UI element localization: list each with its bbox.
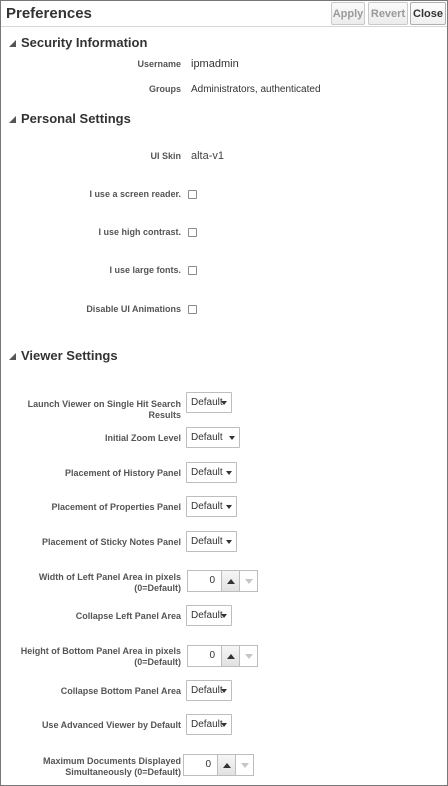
chevron-down-icon [221,401,227,405]
collapse-bottom-select[interactable] [186,680,232,701]
collapse-left-label: Collapse Left Panel Area [75,611,181,621]
revert-button[interactable]: Revert [368,2,408,25]
chevron-down-icon [229,436,235,440]
apply-button[interactable]: Apply [331,2,365,25]
initial-zoom-selected: Default [191,432,223,443]
section-viewer-header[interactable] [9,348,118,363]
collapse-triangle-icon[interactable] [9,116,16,123]
left-width-stepper[interactable] [187,570,259,592]
chevron-down-icon [241,763,249,768]
collapse-triangle-icon[interactable] [9,353,16,360]
increment-button[interactable] [222,570,240,592]
collapse-left-selected: Default [191,610,223,621]
max-docs-stepper[interactable] [183,754,255,776]
left-width-label-line2: (0=Default) [134,583,181,593]
advanced-viewer-select[interactable] [186,714,232,735]
bottom-height-label [21,646,181,668]
max-docs-label [43,756,181,778]
ui-skin-label: UI Skin [150,151,181,161]
collapse-triangle-icon[interactable] [9,40,16,47]
close-button[interactable]: Close [410,2,446,25]
section-personal-header[interactable] [9,111,131,126]
collapse-left-select[interactable] [186,605,232,626]
chevron-down-icon [245,654,253,659]
groups-label: Groups [148,84,181,94]
decrement-button[interactable] [240,645,258,667]
screen-reader-checkbox[interactable] [188,190,197,199]
collapse-bottom-selected: Default [191,685,223,696]
section-title-viewer: Viewer Settings [21,348,118,363]
disable-animations-label: Disable UI Animations [86,304,181,314]
large-fonts-checkbox[interactable] [188,266,197,275]
decrement-button[interactable] [240,570,258,592]
bottom-height-label-line2: (0=Default) [134,657,181,667]
dialog-header [1,1,447,27]
properties-panel-selected: Default [191,501,223,512]
max-docs-label-line2: Simultaneously (0=Default) [65,767,181,777]
properties-panel-label: Placement of Properties Panel [51,502,181,512]
page-title: Preferences [6,5,92,22]
chevron-down-icon [221,689,227,693]
left-width-input[interactable]: 0 [187,570,222,592]
chevron-down-icon [226,540,232,544]
increment-button[interactable] [222,645,240,667]
properties-panel-select[interactable] [186,496,237,517]
chevron-down-icon [226,505,232,509]
max-docs-label-line1: Maximum Documents Displayed [42,756,181,766]
bottom-height-input[interactable]: 0 [187,645,222,667]
username-label: Username [137,59,181,69]
section-title-security: Security Information [21,35,148,50]
sticky-notes-label: Placement of Sticky Notes Panel [41,537,181,547]
launch-viewer-label: Launch Viewer on Single Hit Search Results [27,399,181,420]
chevron-up-icon [223,763,231,768]
history-panel-select[interactable] [186,462,237,483]
launch-viewer-selected: Default [191,397,223,408]
high-contrast-checkbox[interactable] [188,228,197,237]
section-security-header[interactable] [9,35,147,50]
disable-animations-checkbox[interactable] [188,305,197,314]
launch-viewer-select[interactable] [186,392,232,413]
sticky-notes-selected: Default [191,536,223,547]
initial-zoom-select[interactable] [186,427,240,448]
chevron-down-icon [221,723,227,727]
history-panel-label: Placement of History Panel [64,468,181,478]
history-panel-selected: Default [191,467,223,478]
collapse-bottom-label: Collapse Bottom Panel Area [60,686,181,696]
section-title-personal: Personal Settings [21,111,131,126]
left-width-label [39,572,181,594]
chevron-down-icon [221,614,227,618]
decrement-button[interactable] [236,754,254,776]
chevron-up-icon [227,654,235,659]
chevron-down-icon [226,471,232,475]
sticky-notes-select[interactable] [186,531,237,552]
max-docs-input[interactable]: 0 [183,754,218,776]
chevron-down-icon [245,579,253,584]
increment-button[interactable] [218,754,236,776]
left-width-label-line1: Width of Left Panel Area in pixels [38,572,181,582]
ui-skin-value: alta-v1 [191,150,225,162]
bottom-height-label-line1: Height of Bottom Panel Area in pixels [20,646,181,656]
groups-value: Administrators, authenticated [191,84,321,95]
screen-reader-label: I use a screen reader. [89,189,181,199]
advanced-viewer-label: Use Advanced Viewer by Default [41,720,181,730]
large-fonts-label: I use large fonts. [109,265,181,275]
advanced-viewer-selected: Default [191,719,223,730]
username-value: ipmadmin [191,58,239,70]
chevron-up-icon [227,579,235,584]
high-contrast-label: I use high contrast. [98,227,181,237]
initial-zoom-label: Initial Zoom Level [104,433,181,443]
bottom-height-stepper[interactable] [187,645,259,667]
